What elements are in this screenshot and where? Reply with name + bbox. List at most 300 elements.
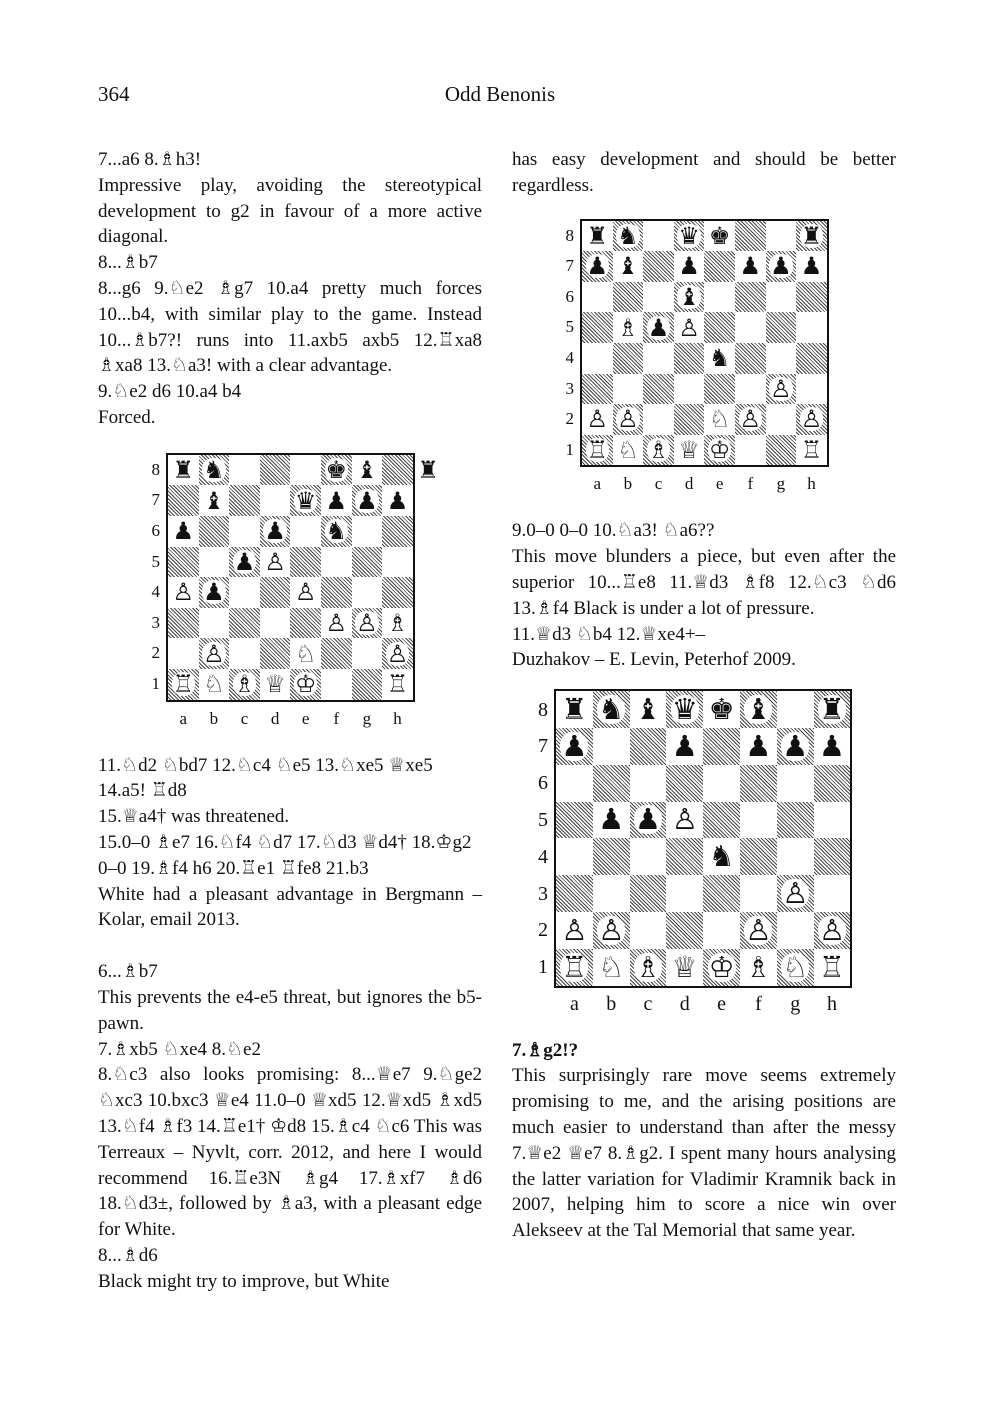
rank-label: 5: [565, 317, 574, 337]
file-label: d: [684, 474, 694, 494]
commentary-text: 8.♘c3 also looks promising: 8...♕e7 9.♘ge2 ♘xc3 10.bxc3 ♕e4 11.0–0 ♕xd5 12.♕xd5 ♗xd5 13.♘f4 ♗f3 14.♖e1† ♔d8 15.♗c4 ♘c6 This was Terreaux – Nyvlt, corr. 2012, and here I would recommend 16.♖e3N ♗g4 17.♗xf7 ♗d6 18.♘d3±, followed by ♗a3, with a pleasant edge for White.: [98, 1064, 482, 1241]
board-square-f4: [735, 343, 766, 374]
rank-label: 5: [151, 551, 160, 571]
black-queen-icon: ♛: [294, 486, 317, 515]
board-square-e5: [703, 802, 740, 839]
board-square-e7: [703, 728, 740, 765]
board-square-d7: [674, 251, 705, 282]
board-square-e8: [704, 221, 735, 252]
black-knight-icon: ♞: [708, 839, 735, 874]
move-line: 8...♗b7: [98, 252, 158, 274]
board-square-d5: [260, 547, 291, 578]
board-square-a8: [168, 455, 199, 486]
black-pawn-icon: ♟: [356, 486, 378, 515]
black-pawn-icon: ♟: [233, 547, 256, 576]
white-bishop-icon: ♗: [634, 949, 661, 984]
white-rook-icon: ♖: [561, 949, 588, 984]
board-square-b5: [199, 547, 230, 578]
black-pawn-icon: ♟: [745, 728, 772, 763]
board-square-g8: [777, 691, 814, 728]
board-square-g4: [766, 343, 797, 374]
board-square-h4: [382, 577, 413, 608]
commentary-text: Forced.: [98, 406, 156, 428]
board-square-a7: [168, 485, 199, 516]
running-header: [0, 82, 1000, 110]
board-square-b4: [593, 838, 630, 875]
black-rook-icon: ♜: [561, 692, 588, 727]
board-square-e2: [704, 404, 735, 435]
board-square-d6: [666, 765, 703, 802]
board-square-g2: [352, 638, 383, 669]
white-queen-icon: ♕: [671, 949, 698, 984]
board-square-d3: [674, 374, 705, 405]
white-rook-icon: ♖: [172, 670, 195, 699]
board-square-d7: [260, 485, 291, 516]
board-square-a4: [582, 343, 613, 374]
white-pawn-icon: ♙: [356, 609, 378, 638]
board-square-b7: [199, 485, 230, 516]
white-king-icon: ♔: [708, 436, 731, 465]
black-pawn-icon: ♟: [671, 728, 698, 763]
board-square-e5: [290, 547, 321, 578]
board-square-f4: [740, 838, 777, 875]
board-square-c6: [229, 516, 260, 547]
board-square-c3: [229, 608, 260, 639]
white-pawn-icon: ♙: [172, 578, 195, 607]
commentary-text: 8...g6 9.♘e2 ♗g7 10.a4 pretty much forces 10...b4, with similar play to the game. Instead 10...♗b7?! runs into 11.axb5 axb5 12.♖xa8 ♗xa8 13.♘a3! with a clear advantage.: [98, 277, 482, 377]
commentary-text: This surprisingly rare move seems extremely promising to me, and the arising positions are much easier to understand than after the messy 7.♕e2 ♕e7 8.♗g2. I spent many hours analysing the latter variation for Vladimir Kramnik back in 2007, helping him to score a nice win over Alekseev at the Tal Memorial that same year.: [512, 1065, 896, 1242]
board-square-e4: [704, 343, 735, 374]
white-bishop-icon: ♗: [745, 949, 772, 984]
move-line: 11.♘d2 ♘bd7 12.♘c4 ♘e5 13.♘xe5 ♕xe5 14.a5! ♖d8: [98, 754, 433, 802]
board-square-f2: [735, 404, 766, 435]
board-square-h4: [796, 343, 827, 374]
board-square-g5: [352, 547, 383, 578]
rank-label: 6: [538, 772, 548, 795]
black-knight-icon: ♞: [617, 221, 639, 250]
board-square-g4: [777, 838, 814, 875]
commentary-text: has easy development and should be better regardless.: [512, 149, 896, 196]
board-square-c4: [229, 577, 260, 608]
board-square-a1: [168, 669, 199, 700]
file-label: e: [301, 708, 310, 728]
board-square-a8: [556, 691, 593, 728]
board-square-e3: [703, 875, 740, 912]
move-line: 7.♗xb5 ♘xe4 8.♘e2: [98, 1038, 261, 1060]
white-queen-icon: ♕: [264, 670, 286, 699]
white-pawn-icon: ♙: [598, 912, 625, 947]
black-rook-icon: ♜: [172, 456, 195, 485]
board-square-h5: [814, 802, 851, 839]
black-rook-icon: ♜: [818, 692, 845, 727]
board-square-b2: [199, 638, 230, 669]
file-label: h: [393, 708, 402, 728]
board-square-a4: [168, 577, 199, 608]
board-square-c2: [643, 404, 674, 435]
board-square-b6: [593, 765, 630, 802]
board-square-h7: [382, 485, 413, 516]
board-square-c4: [630, 838, 667, 875]
white-bishop-icon: ♗: [233, 670, 256, 699]
black-bishop-icon: ♝: [356, 456, 378, 485]
board-square-g7: [777, 728, 814, 765]
board-square-e1: [290, 669, 321, 700]
black-bishop-icon: ♝: [634, 692, 661, 727]
board-square-d2: [260, 638, 291, 669]
file-label: d: [679, 992, 690, 1015]
move-line: 9.♘e2 d6 10.a4 b4: [98, 381, 242, 403]
rank-label: 7: [538, 735, 548, 758]
black-pawn-icon: ♟: [634, 802, 661, 837]
board-square-d1: [666, 949, 703, 986]
board-square-a2: [582, 404, 613, 435]
rank-label: 7: [565, 256, 574, 276]
rank-label: 1: [538, 956, 548, 979]
board-square-g1: [352, 669, 383, 700]
black-bishop-icon: ♝: [678, 283, 700, 312]
board-square-undefined8: [413, 455, 444, 486]
board-square-b4: [613, 343, 644, 374]
commentary-text: Impressive play, avoiding the stereotypical development to g2 in favour of a more active diagonal.: [98, 174, 482, 248]
board-square-d8: [674, 221, 705, 252]
white-king-icon: ♔: [708, 949, 735, 984]
board-square-f2: [321, 638, 352, 669]
board-square-d1: [260, 669, 291, 700]
board-square-e2: [703, 912, 740, 949]
file-label: e: [715, 474, 724, 494]
board-square-g7: [766, 251, 797, 282]
black-pawn-icon: ♟: [818, 728, 845, 763]
board-square-c5: [630, 802, 667, 839]
rank-label: 8: [538, 698, 548, 721]
black-knight-icon: ♞: [598, 692, 625, 727]
file-label: c: [654, 474, 663, 494]
black-pawn-icon: ♟: [647, 313, 670, 342]
board-square-e4: [290, 577, 321, 608]
black-rook-icon: ♜: [417, 456, 439, 485]
commentary-text: White had a pleasant advantage in Bergmann – Kolar, email 2013.: [98, 883, 482, 931]
file-label: f: [755, 992, 762, 1015]
board-square-c2: [630, 912, 667, 949]
rank-label: 8: [565, 225, 574, 245]
black-rook-icon: ♜: [800, 221, 823, 250]
file-label: c: [240, 708, 249, 728]
board-square-g8: [352, 455, 383, 486]
black-bishop-icon: ♝: [745, 692, 772, 727]
move-line: 11.♕d3 ♘b4 12.♕xe4+–: [512, 623, 706, 645]
board-square-c4: [643, 343, 674, 374]
board-square-c3: [643, 374, 674, 405]
rank-label: 6: [151, 521, 160, 541]
board-square-h2: [814, 912, 851, 949]
board-square-e1: [704, 435, 735, 466]
board-square-a8: [582, 221, 613, 252]
move-line: 8...♗d6: [98, 1244, 158, 1266]
move-line: 9.0–0 0–0 10.♘a3! ♘a6??: [512, 520, 715, 542]
board-square-d5: [666, 802, 703, 839]
board-square-a5: [168, 547, 199, 578]
board-square-a7: [582, 251, 613, 282]
board-square-b5: [613, 312, 644, 343]
white-rook-icon: ♖: [818, 949, 845, 984]
file-label: g: [776, 474, 786, 494]
board-square-h5: [382, 547, 413, 578]
file-label: g: [790, 992, 801, 1015]
chapter-title: Odd Benonis: [444, 82, 556, 106]
board-square-f8: [740, 691, 777, 728]
black-pawn-icon: ♟: [598, 802, 625, 837]
white-bishop-icon: ♗: [386, 609, 409, 638]
board-square-c5: [643, 312, 674, 343]
board-square-f3: [321, 608, 352, 639]
white-knight-icon: ♘: [203, 670, 225, 699]
board-square-c1: [643, 435, 674, 466]
board-square-f6: [740, 765, 777, 802]
white-knight-icon: ♘: [598, 949, 625, 984]
board-square-e2: [290, 638, 321, 669]
commentary-text: Black might try to improve, but White: [98, 1270, 390, 1292]
rank-label: 4: [151, 582, 160, 602]
file-label: a: [593, 474, 602, 494]
board-square-h6: [382, 516, 413, 547]
black-rook-icon: ♜: [586, 221, 609, 250]
board-square-g3: [766, 374, 797, 405]
board-square-b3: [199, 608, 230, 639]
rank-label: 6: [565, 286, 574, 306]
board-square-d4: [260, 577, 291, 608]
board-square-c6: [630, 765, 667, 802]
board-square-e5: [704, 312, 735, 343]
board-square-g8: [766, 221, 797, 252]
board-square-d1: [674, 435, 705, 466]
black-pawn-icon: ♟: [678, 252, 700, 281]
board-square-c1: [630, 949, 667, 986]
board-square-c8: [643, 221, 674, 252]
board-square-h7: [796, 251, 827, 282]
black-pawn-icon: ♟: [739, 252, 762, 281]
board-square-g4: [352, 577, 383, 608]
board-square-a4: [556, 838, 593, 875]
black-knight-icon: ♞: [708, 344, 731, 373]
black-pawn-icon: ♟: [586, 252, 609, 281]
black-pawn-icon: ♟: [782, 728, 809, 763]
board-square-g3: [352, 608, 383, 639]
black-knight-icon: ♞: [203, 456, 225, 485]
white-pawn-icon: ♙: [586, 405, 609, 434]
white-pawn-icon: ♙: [800, 405, 823, 434]
white-pawn-icon: ♙: [818, 912, 845, 947]
board-square-b1: [613, 435, 644, 466]
board-square-g6: [766, 282, 797, 313]
white-pawn-icon: ♙: [325, 609, 348, 638]
file-label: f: [333, 708, 340, 728]
white-queen-icon: ♕: [678, 436, 700, 465]
white-pawn-icon: ♙: [678, 313, 700, 342]
board-square-f5: [740, 802, 777, 839]
board-square-f5: [735, 312, 766, 343]
board-square-e8: [290, 455, 321, 486]
board-square-g2: [766, 404, 797, 435]
board-square-f5: [321, 547, 352, 578]
rank-label: 3: [151, 612, 160, 632]
board-square-f7: [735, 251, 766, 282]
file-label: e: [717, 992, 727, 1015]
board-square-h8: [382, 455, 413, 486]
chess-diagram: [98, 453, 482, 731]
board-square-e1: [703, 949, 740, 986]
board-square-a6: [556, 765, 593, 802]
board-square-c6: [643, 282, 674, 313]
board-square-h1: [382, 669, 413, 700]
board-square-b7: [593, 728, 630, 765]
board-square-a2: [556, 912, 593, 949]
board-square-b6: [613, 282, 644, 313]
board-square-e4: [703, 838, 740, 875]
board-square-h4: [814, 838, 851, 875]
file-label: b: [606, 992, 617, 1015]
board-square-g3: [777, 875, 814, 912]
commentary-text: This move blunders a piece, but even after the superior 10...♖e8 11.♕d3 ♗f8 12.♘c3 ♘d6 13.♗f4 Black is under a lot of pressure.: [512, 546, 896, 619]
board-square-h1: [814, 949, 851, 986]
white-bishop-icon: ♗: [647, 436, 670, 465]
commentary-text: 15.♕a4† was threatened.: [98, 806, 290, 828]
board-square-c7: [643, 251, 674, 282]
board-square-a7: [556, 728, 593, 765]
board-square-g1: [766, 435, 797, 466]
board-square-f2: [740, 912, 777, 949]
file-label: b: [209, 708, 219, 728]
board-square-h8: [796, 221, 827, 252]
board-square-a6: [168, 516, 199, 547]
file-label: f: [747, 474, 754, 494]
board-square-e3: [290, 608, 321, 639]
board-square-f3: [735, 374, 766, 405]
board-square-g2: [777, 912, 814, 949]
rank-label: 2: [538, 919, 548, 942]
black-king-icon: ♚: [708, 221, 731, 250]
board-square-g1: [777, 949, 814, 986]
board-square-d6: [260, 516, 291, 547]
black-bishop-icon: ♝: [617, 252, 639, 281]
board-square-b8: [199, 455, 230, 486]
board-square-d8: [666, 691, 703, 728]
board-square-e6: [704, 282, 735, 313]
board-square-d2: [666, 912, 703, 949]
black-queen-icon: ♛: [671, 692, 698, 727]
board-square-g6: [352, 516, 383, 547]
black-pawn-icon: ♟: [561, 728, 588, 763]
file-label: h: [807, 474, 816, 494]
rank-label: 3: [538, 882, 548, 905]
board-square-f8: [321, 455, 352, 486]
board-square-a5: [556, 802, 593, 839]
board-square-b4: [199, 577, 230, 608]
board-square-e7: [290, 485, 321, 516]
white-bishop-icon: ♗: [617, 313, 639, 342]
board-square-b8: [593, 691, 630, 728]
board-square-f1: [321, 669, 352, 700]
board-square-h2: [796, 404, 827, 435]
rank-label: 2: [565, 409, 574, 429]
board-square-f4: [321, 577, 352, 608]
board-square-c2: [229, 638, 260, 669]
board-square-c7: [229, 485, 260, 516]
board-square-a2: [168, 638, 199, 669]
board-square-g5: [766, 312, 797, 343]
black-king-icon: ♚: [325, 456, 348, 485]
chess-board: [166, 453, 439, 702]
white-pawn-icon: ♙: [617, 405, 639, 434]
board-square-g7: [352, 485, 383, 516]
board-square-d3: [666, 875, 703, 912]
rank-label: 5: [538, 808, 548, 831]
board-square-b1: [593, 949, 630, 986]
black-pawn-icon: ♟: [386, 486, 409, 515]
white-rook-icon: ♖: [800, 436, 823, 465]
white-knight-icon: ♘: [617, 436, 639, 465]
page-number: 364: [98, 82, 130, 106]
board-square-f1: [740, 949, 777, 986]
board-square-c8: [229, 455, 260, 486]
black-queen-icon: ♛: [678, 221, 700, 250]
board-square-h3: [382, 608, 413, 639]
board-square-c3: [630, 875, 667, 912]
rank-label: 4: [538, 845, 548, 868]
board-square-b3: [613, 374, 644, 405]
board-square-c8: [630, 691, 667, 728]
board-square-f8: [735, 221, 766, 252]
board-square-g6: [777, 765, 814, 802]
move-line: 7.♗g2!?: [512, 1039, 579, 1061]
board-square-f1: [735, 435, 766, 466]
board-square-h6: [814, 765, 851, 802]
board-square-b5: [593, 802, 630, 839]
left-column: [98, 147, 482, 1295]
chess-board: [554, 689, 852, 987]
black-pawn-icon: ♟: [325, 486, 348, 515]
white-pawn-icon: ♙: [203, 639, 225, 668]
white-pawn-icon: ♙: [671, 802, 698, 837]
board-square-h1: [796, 435, 827, 466]
board-square-d4: [666, 838, 703, 875]
white-king-icon: ♔: [294, 670, 317, 699]
black-pawn-icon: ♟: [203, 578, 225, 607]
board-square-h6: [796, 282, 827, 313]
board-square-d4: [674, 343, 705, 374]
rank-label: 4: [565, 348, 574, 368]
board-square-f7: [321, 485, 352, 516]
board-square-c7: [630, 728, 667, 765]
white-pawn-icon: ♙: [782, 876, 809, 911]
file-label: b: [623, 474, 633, 494]
section-break: [98, 933, 482, 959]
board-square-a3: [168, 608, 199, 639]
rank-label: 2: [151, 643, 160, 663]
white-pawn-icon: ♙: [739, 405, 762, 434]
commentary-text: Duzhakov – E. Levin, Peterhof 2009.: [512, 649, 796, 671]
board-square-f3: [740, 875, 777, 912]
rank-label: 3: [565, 378, 574, 398]
board-square-a3: [582, 374, 613, 405]
board-square-d6: [674, 282, 705, 313]
board-square-c1: [229, 669, 260, 700]
board-square-e7: [704, 251, 735, 282]
white-pawn-icon: ♙: [386, 639, 409, 668]
white-knight-icon: ♘: [708, 405, 731, 434]
white-pawn-icon: ♙: [264, 547, 286, 576]
black-pawn-icon: ♟: [770, 252, 792, 281]
board-square-e8: [703, 691, 740, 728]
